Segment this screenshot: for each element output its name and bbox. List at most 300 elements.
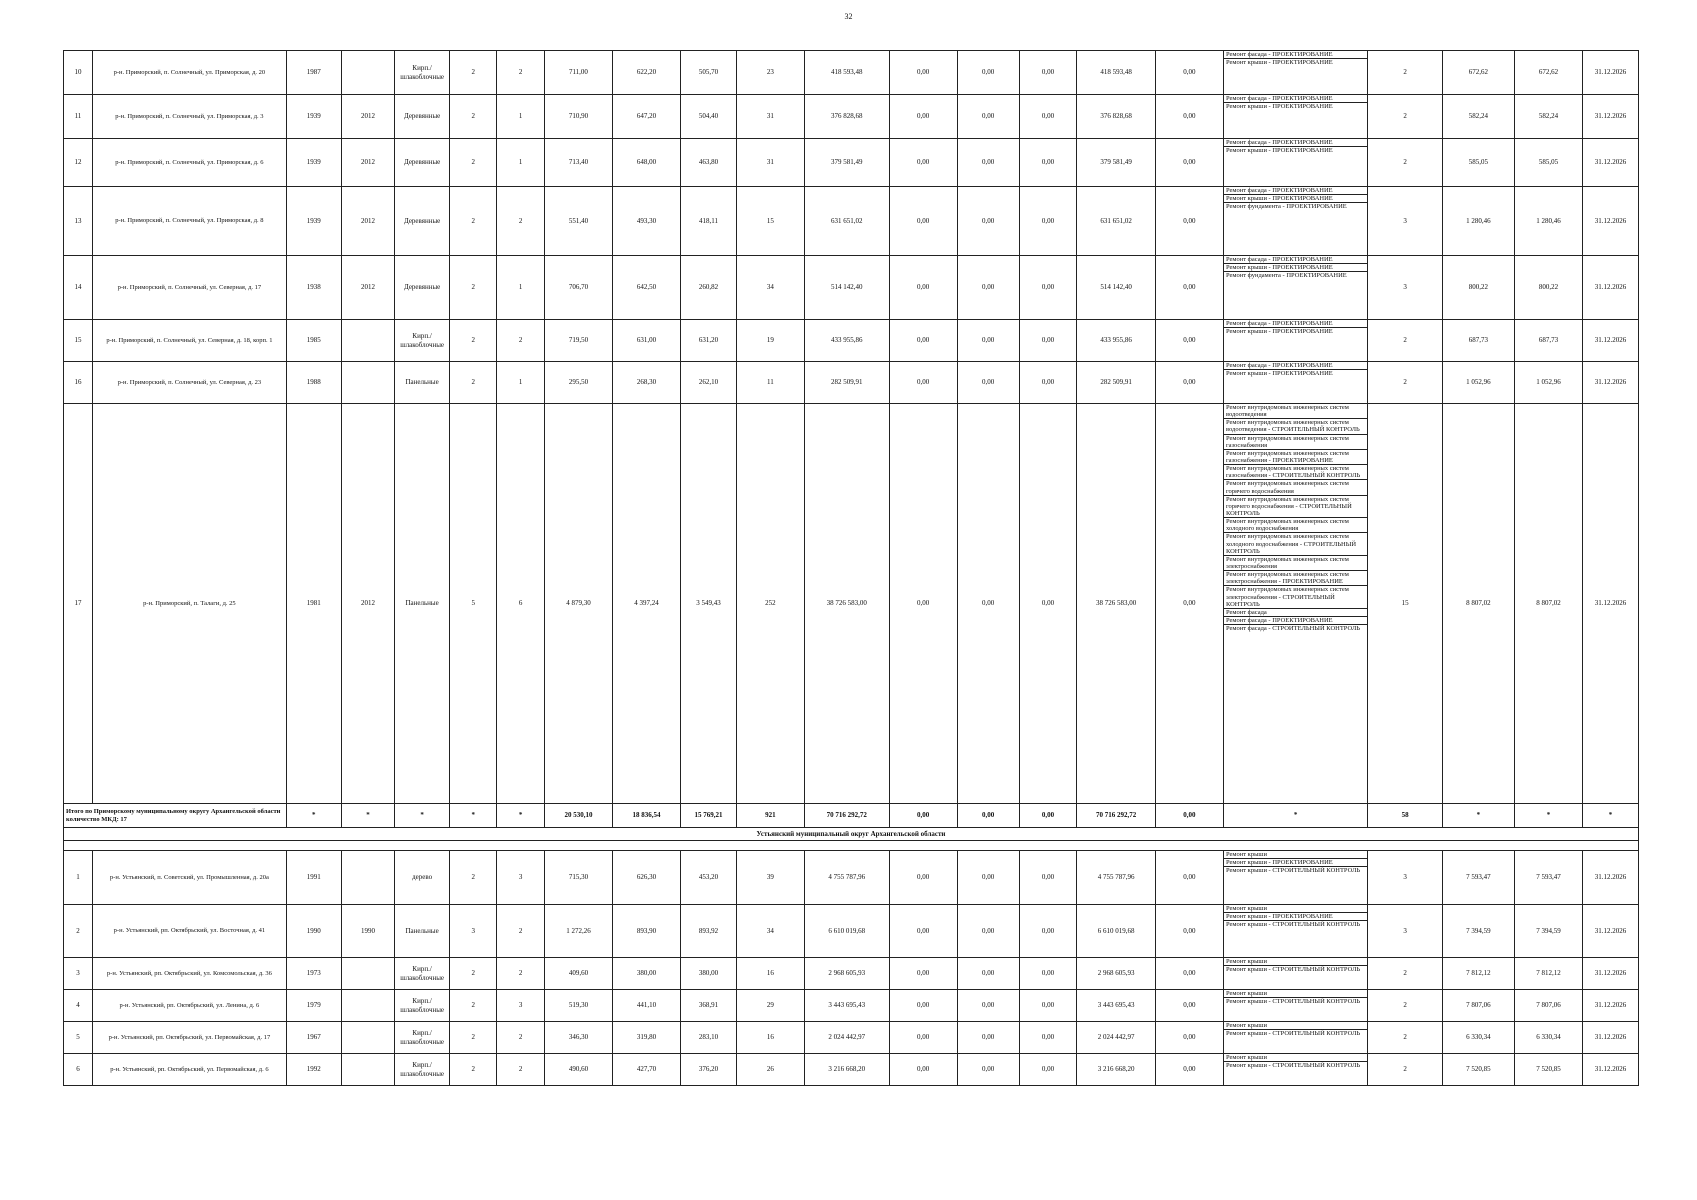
year-renov-cell [341, 1022, 395, 1054]
deadline-cell: 31.12.2026 [1583, 905, 1639, 958]
area-total-cell: 710,90 [544, 95, 612, 139]
row-number: 10 [64, 51, 93, 95]
spacer-row [64, 841, 1639, 851]
cost-total-cell: 282 509,91 [804, 362, 889, 404]
area-res-cell: 631,00 [613, 320, 681, 362]
year-renov-cell [341, 320, 395, 362]
c2-cell: 0,00 [957, 51, 1019, 95]
year-built-cell: 1992 [286, 1054, 341, 1086]
total-walls: * [395, 804, 450, 828]
c2-cell: 0,00 [957, 362, 1019, 404]
cost-total-cell: 3 443 695,43 [804, 990, 889, 1022]
works-list [1224, 990, 1367, 1005]
c2-cell: 0,00 [957, 187, 1019, 256]
floors-cell: 2 [449, 139, 496, 187]
works-list [1224, 187, 1367, 210]
walls-cell: Кирп./ шлакоблочные [395, 320, 450, 362]
entrances-cell: 6 [497, 404, 544, 804]
area-res-cell: 622,20 [613, 51, 681, 95]
floors-cell: 2 [449, 990, 496, 1022]
works-count-cell: 3 [1368, 256, 1442, 320]
c1-cell: 0,00 [889, 139, 957, 187]
residents-cell: 31 [736, 95, 804, 139]
entrances-cell: 3 [497, 851, 544, 905]
cost-per-m2-cell: 687,73 [1442, 320, 1514, 362]
c5-cell: 0,00 [1155, 320, 1223, 362]
cost-total-cell: 38 726 583,00 [804, 404, 889, 804]
row-number: 12 [64, 139, 93, 187]
residents-cell: 34 [736, 256, 804, 320]
year-built-cell: 1988 [286, 362, 341, 404]
works-list [1224, 1022, 1367, 1037]
cost-per-m2-cell: 7 807,06 [1442, 990, 1514, 1022]
work-item: Ремонт внутридомовых инженерных систем холодного водоснабжения - СТРОИТЕЛЬНЫЙ КОНТРОЛЬ [1224, 533, 1367, 555]
area-total-cell: 4 879,30 [544, 404, 612, 804]
walls-cell: Панельные [395, 905, 450, 958]
work-item: Ремонт крыши - СТРОИТЕЛЬНЫЙ КОНТРОЛЬ [1225, 1062, 1361, 1070]
cost-per-m2-cell: 7 812,12 [1442, 958, 1514, 990]
total-area-priv: 15 769,21 [681, 804, 737, 828]
work-item: Ремонт фасада - ПРОЕКТИРОВАНИЕ [1224, 51, 1367, 59]
c1-cell: 0,00 [889, 320, 957, 362]
address-cell: р-н. Устьянский, рп. Октябрьский, ул. Первомайская, д. 6 [92, 1054, 286, 1086]
total-row [64, 804, 1639, 828]
works-list [1224, 320, 1367, 335]
works-list [1224, 905, 1367, 928]
c3-cell: 0,00 [1019, 95, 1077, 139]
table-row [64, 404, 1639, 804]
area-total-cell: 409,60 [544, 958, 612, 990]
area-priv-cell: 380,00 [681, 958, 737, 990]
area-res-cell: 626,30 [613, 851, 681, 905]
entrances-cell: 2 [497, 958, 544, 990]
total-year-renov: * [341, 804, 395, 828]
walls-cell: Деревянные [395, 95, 450, 139]
row-number: 11 [64, 95, 93, 139]
cost-per-m2-cell: 6 330,34 [1442, 1022, 1514, 1054]
c-owners-cell: 418 593,48 [1077, 51, 1155, 95]
c5-cell: 0,00 [1155, 905, 1223, 958]
c-owners-cell: 514 142,40 [1077, 256, 1155, 320]
walls-cell: Кирп./ шлакоблочные [395, 990, 450, 1022]
works-list [1224, 1054, 1367, 1069]
works-count-cell: 15 [1368, 404, 1442, 804]
area-total-cell: 711,00 [544, 51, 612, 95]
area-priv-cell: 505,70 [681, 51, 737, 95]
works-count-cell: 2 [1368, 958, 1442, 990]
year-built-cell: 1979 [286, 990, 341, 1022]
walls-cell: Панельные [395, 362, 450, 404]
walls-cell: Кирп./ шлакоблочные [395, 51, 450, 95]
works-cell [1223, 256, 1367, 320]
table-row [64, 362, 1639, 404]
area-total-cell: 519,30 [544, 990, 612, 1022]
works-cell [1223, 1054, 1367, 1086]
works-cell [1223, 95, 1367, 139]
address-cell: р-н. Устьянский, рп. Октябрьский, ул. Ленина, д. 6 [92, 990, 286, 1022]
work-item: Ремонт крыши - ПРОЕКТИРОВАНИЕ [1224, 859, 1367, 867]
works-count-cell: 2 [1368, 1054, 1442, 1086]
year-renov-cell: 2012 [341, 95, 395, 139]
work-item: Ремонт внутридомовых инженерных систем электроснабжения - ПРОЕКТИРОВАНИЕ [1224, 571, 1367, 586]
total-year-built: * [286, 804, 341, 828]
year-built-cell: 1973 [286, 958, 341, 990]
entrances-cell: 2 [497, 51, 544, 95]
c-owners-cell: 631 651,02 [1077, 187, 1155, 256]
section-header-row [64, 828, 1639, 841]
works-list [1224, 95, 1367, 110]
area-res-cell: 319,80 [613, 1022, 681, 1054]
works-count-cell: 2 [1368, 1022, 1442, 1054]
limit-per-m2-cell: 7 807,06 [1514, 990, 1582, 1022]
c1-cell: 0,00 [889, 404, 957, 804]
floors-cell: 5 [449, 404, 496, 804]
walls-cell: Деревянные [395, 187, 450, 256]
work-item: Ремонт фасада - ПРОЕКТИРОВАНИЕ [1224, 320, 1367, 328]
work-item: Ремонт крыши - СТРОИТЕЛЬНЫЙ КОНТРОЛЬ [1225, 867, 1361, 875]
year-renov-cell [341, 990, 395, 1022]
year-built-cell: 1987 [286, 51, 341, 95]
works-cell [1223, 1022, 1367, 1054]
works-count-cell: 3 [1368, 187, 1442, 256]
area-priv-cell: 893,92 [681, 905, 737, 958]
deadline-cell: 31.12.2026 [1583, 990, 1639, 1022]
deadline-cell: 31.12.2026 [1583, 320, 1639, 362]
c2-cell: 0,00 [957, 95, 1019, 139]
year-built-cell: 1985 [286, 320, 341, 362]
area-res-cell: 380,00 [613, 958, 681, 990]
c3-cell: 0,00 [1019, 1054, 1077, 1086]
address-cell: р-н. Приморский, п. Солнечный, ул. Северная, д. 18, корп. 1 [92, 320, 286, 362]
total-works: * [1223, 804, 1367, 828]
c1-cell: 0,00 [889, 1054, 957, 1086]
works-list [1224, 256, 1367, 279]
deadline-cell: 31.12.2026 [1583, 362, 1639, 404]
area-res-cell: 427,70 [613, 1054, 681, 1086]
works-list [1224, 139, 1367, 154]
address-cell: р-н. Устьянский, п. Советский, ул. Промышленная, д. 20а [92, 851, 286, 905]
entrances-cell: 2 [497, 187, 544, 256]
entrances-cell: 2 [497, 1022, 544, 1054]
residents-cell: 39 [736, 851, 804, 905]
row-number: 16 [64, 362, 93, 404]
row-number: 1 [64, 851, 93, 905]
c1-cell: 0,00 [889, 851, 957, 905]
works-cell [1223, 362, 1367, 404]
limit-per-m2-cell: 7 394,59 [1514, 905, 1582, 958]
table-row [64, 851, 1639, 905]
works-count-cell: 2 [1368, 362, 1442, 404]
entrances-cell: 2 [497, 320, 544, 362]
entrances-cell: 3 [497, 990, 544, 1022]
c3-cell: 0,00 [1019, 51, 1077, 95]
cost-per-m2-cell: 1 052,96 [1442, 362, 1514, 404]
table-row [64, 256, 1639, 320]
c-owners-cell: 38 726 583,00 [1077, 404, 1155, 804]
residents-cell: 19 [736, 320, 804, 362]
year-built-cell: 1981 [286, 404, 341, 804]
cost-per-m2-cell: 800,22 [1442, 256, 1514, 320]
total-c-owners: 70 716 292,72 [1077, 804, 1155, 828]
year-built-cell: 1990 [286, 905, 341, 958]
row-number: 13 [64, 187, 93, 256]
year-renov-cell [341, 1054, 395, 1086]
c3-cell: 0,00 [1019, 139, 1077, 187]
limit-per-m2-cell: 582,24 [1514, 95, 1582, 139]
area-priv-cell: 368,91 [681, 990, 737, 1022]
c1-cell: 0,00 [889, 362, 957, 404]
deadline-cell: 31.12.2026 [1583, 51, 1639, 95]
works-cell [1223, 320, 1367, 362]
c1-cell: 0,00 [889, 1022, 957, 1054]
c3-cell: 0,00 [1019, 958, 1077, 990]
work-item: Ремонт внутридомовых инженерных систем электроснабжения [1224, 556, 1367, 571]
works-count-cell: 3 [1368, 905, 1442, 958]
c5-cell: 0,00 [1155, 1022, 1223, 1054]
c2-cell: 0,00 [957, 1022, 1019, 1054]
residents-cell: 23 [736, 51, 804, 95]
entrances-cell: 1 [497, 139, 544, 187]
cost-per-m2-cell: 8 807,02 [1442, 404, 1514, 804]
address-cell: р-н. Устьянский, рп. Октябрьский, ул. Комсомольская, д. 36 [92, 958, 286, 990]
work-item: Ремонт фундамента - ПРОЕКТИРОВАНИЕ [1225, 272, 1347, 280]
row-number: 6 [64, 1054, 93, 1086]
works-count-cell: 2 [1368, 95, 1442, 139]
walls-cell: Деревянные [395, 139, 450, 187]
c2-cell: 0,00 [957, 851, 1019, 905]
c3-cell: 0,00 [1019, 1022, 1077, 1054]
year-built-cell: 1939 [286, 187, 341, 256]
year-built-cell: 1991 [286, 851, 341, 905]
cost-per-m2-cell: 7 394,59 [1442, 905, 1514, 958]
year-renov-cell [341, 851, 395, 905]
address-cell: р-н. Приморский, п. Талаги, д. 25 [92, 404, 286, 804]
cost-total-cell: 631 651,02 [804, 187, 889, 256]
year-renov-cell: 2012 [341, 404, 395, 804]
c-owners-cell: 2 024 442,97 [1077, 1022, 1155, 1054]
work-item: Ремонт крыши [1224, 990, 1367, 998]
area-priv-cell: 3 549,43 [681, 404, 737, 804]
works-list [1224, 851, 1367, 874]
row-number: 4 [64, 990, 93, 1022]
walls-cell: Кирп./ шлакоблочные [395, 958, 450, 990]
c3-cell: 0,00 [1019, 404, 1077, 804]
year-renov-cell: 2012 [341, 139, 395, 187]
work-item: Ремонт крыши - СТРОИТЕЛЬНЫЙ КОНТРОЛЬ [1225, 966, 1361, 974]
table-row [64, 990, 1639, 1022]
cost-total-cell: 514 142,40 [804, 256, 889, 320]
total-deadline: * [1583, 804, 1639, 828]
c2-cell: 0,00 [957, 958, 1019, 990]
limit-per-m2-cell: 1 052,96 [1514, 362, 1582, 404]
address-cell: р-н. Приморский, п. Солнечный, ул. Северная, д. 23 [92, 362, 286, 404]
work-item: Ремонт крыши - ПРОЕКТИРОВАНИЕ [1224, 264, 1367, 272]
floors-cell: 2 [449, 958, 496, 990]
work-item: Ремонт внутридомовых инженерных систем горячего водоснабжения [1224, 480, 1367, 495]
c-owners-cell: 3 216 668,20 [1077, 1054, 1155, 1086]
floors-cell: 2 [449, 51, 496, 95]
residents-cell: 29 [736, 990, 804, 1022]
area-res-cell: 4 397,24 [613, 404, 681, 804]
area-priv-cell: 283,10 [681, 1022, 737, 1054]
floors-cell: 2 [449, 95, 496, 139]
limit-per-m2-cell: 1 280,46 [1514, 187, 1582, 256]
work-item: Ремонт крыши [1224, 905, 1367, 913]
work-item: Ремонт внутридомовых инженерных систем водоотведения [1224, 404, 1367, 419]
c3-cell: 0,00 [1019, 256, 1077, 320]
c-owners-cell: 2 968 605,93 [1077, 958, 1155, 990]
c5-cell: 0,00 [1155, 958, 1223, 990]
work-item: Ремонт крыши - ПРОЕКТИРОВАНИЕ [1224, 913, 1367, 921]
table-row [64, 51, 1639, 95]
total-cost-total: 70 716 292,72 [804, 804, 889, 828]
entrances-cell: 2 [497, 905, 544, 958]
c2-cell: 0,00 [957, 404, 1019, 804]
c5-cell: 0,00 [1155, 851, 1223, 905]
work-item: Ремонт фасада - ПРОЕКТИРОВАНИЕ [1224, 256, 1367, 264]
year-renov-cell: 1990 [341, 905, 395, 958]
work-item: Ремонт внутридомовых инженерных систем газоснабжения - ПРОЕКТИРОВАНИЕ [1224, 450, 1367, 465]
c2-cell: 0,00 [957, 905, 1019, 958]
limit-per-m2-cell: 8 807,02 [1514, 404, 1582, 804]
work-item: Ремонт внутридомовых инженерных систем горячего водоснабжения - СТРОИТЕЛЬНЫЙ КОНТРОЛЬ [1224, 496, 1367, 518]
c3-cell: 0,00 [1019, 905, 1077, 958]
works-count-cell: 2 [1368, 139, 1442, 187]
c5-cell: 0,00 [1155, 51, 1223, 95]
area-total-cell: 490,60 [544, 1054, 612, 1086]
area-priv-cell: 260,82 [681, 256, 737, 320]
cost-total-cell: 2 024 442,97 [804, 1022, 889, 1054]
year-renov-cell [341, 958, 395, 990]
cost-total-cell: 4 755 787,96 [804, 851, 889, 905]
area-total-cell: 719,50 [544, 320, 612, 362]
cost-per-m2-cell: 585,05 [1442, 139, 1514, 187]
area-total-cell: 551,40 [544, 187, 612, 256]
entrances-cell: 1 [497, 362, 544, 404]
work-item: Ремонт крыши [1224, 958, 1367, 966]
works-cell [1223, 187, 1367, 256]
floors-cell: 2 [449, 187, 496, 256]
work-item: Ремонт внутридомовых инженерных систем электроснабжения - СТРОИТЕЛЬНЫЙ КОНТРОЛЬ [1224, 586, 1367, 608]
total-residents: 921 [736, 804, 804, 828]
deadline-cell: 31.12.2026 [1583, 187, 1639, 256]
address-cell: р-н. Приморский, п. Солнечный, ул. Приморская, д. 20 [92, 51, 286, 95]
floors-cell: 2 [449, 256, 496, 320]
work-item: Ремонт крыши [1224, 1022, 1367, 1030]
deadline-cell: 31.12.2026 [1583, 404, 1639, 804]
c1-cell: 0,00 [889, 187, 957, 256]
limit-per-m2-cell: 7 593,47 [1514, 851, 1582, 905]
work-item: Ремонт крыши - ПРОЕКТИРОВАНИЕ [1224, 195, 1367, 203]
work-item: Ремонт внутридомовых инженерных систем газоснабжения [1224, 435, 1367, 450]
c-owners-cell: 379 581,49 [1077, 139, 1155, 187]
row-number: 2 [64, 905, 93, 958]
floors-cell: 3 [449, 905, 496, 958]
year-renov-cell [341, 51, 395, 95]
spacer-cell [64, 841, 1639, 851]
year-built-cell: 1938 [286, 256, 341, 320]
table-row [64, 320, 1639, 362]
works-cell [1223, 404, 1367, 804]
floors-cell: 2 [449, 362, 496, 404]
residents-cell: 15 [736, 187, 804, 256]
floors-cell: 2 [449, 320, 496, 362]
work-item: Ремонт крыши - ПРОЕКТИРОВАНИЕ [1225, 147, 1333, 155]
cost-per-m2-cell: 582,24 [1442, 95, 1514, 139]
total-area-res: 18 836,54 [613, 804, 681, 828]
table-row [64, 958, 1639, 990]
c-owners-cell: 3 443 695,43 [1077, 990, 1155, 1022]
total-c5: 0,00 [1155, 804, 1223, 828]
table-body [64, 51, 1639, 1086]
c3-cell: 0,00 [1019, 362, 1077, 404]
entrances-cell: 1 [497, 95, 544, 139]
floors-cell: 2 [449, 1054, 496, 1086]
work-item: Ремонт крыши - СТРОИТЕЛЬНЫЙ КОНТРОЛЬ [1225, 1030, 1361, 1038]
cost-total-cell: 6 610 019,68 [804, 905, 889, 958]
area-res-cell: 493,30 [613, 187, 681, 256]
deadline-cell: 31.12.2026 [1583, 95, 1639, 139]
works-cell [1223, 851, 1367, 905]
repair-program-table [63, 50, 1639, 1086]
works-list [1224, 404, 1367, 632]
residents-cell: 252 [736, 404, 804, 804]
deadline-cell: 31.12.2026 [1583, 1022, 1639, 1054]
work-item: Ремонт фасада - ПРОЕКТИРОВАНИЕ [1224, 617, 1367, 625]
area-res-cell: 441,10 [613, 990, 681, 1022]
work-item: Ремонт крыши - ПРОЕКТИРОВАНИЕ [1225, 59, 1333, 67]
limit-per-m2-cell: 7 520,85 [1514, 1054, 1582, 1086]
work-item: Ремонт фасада - ПРОЕКТИРОВАНИЕ [1224, 139, 1367, 147]
deadline-cell: 31.12.2026 [1583, 958, 1639, 990]
area-res-cell: 647,20 [613, 95, 681, 139]
row-number: 14 [64, 256, 93, 320]
limit-per-m2-cell: 6 330,34 [1514, 1022, 1582, 1054]
area-priv-cell: 463,80 [681, 139, 737, 187]
works-cell [1223, 958, 1367, 990]
area-res-cell: 893,90 [613, 905, 681, 958]
table-row [64, 1022, 1639, 1054]
work-item: Ремонт внутридомовых инженерных систем газоснабжения - СТРОИТЕЛЬНЫЙ КОНТРОЛЬ [1224, 465, 1367, 480]
work-item: Ремонт крыши [1224, 851, 1367, 859]
floors-cell: 2 [449, 851, 496, 905]
walls-cell: Кирп./ шлакоблочные [395, 1054, 450, 1086]
residents-cell: 34 [736, 905, 804, 958]
c2-cell: 0,00 [957, 990, 1019, 1022]
limit-per-m2-cell: 585,05 [1514, 139, 1582, 187]
c2-cell: 0,00 [957, 320, 1019, 362]
c1-cell: 0,00 [889, 95, 957, 139]
c1-cell: 0,00 [889, 958, 957, 990]
total-label: Итого по Приморскому муниципальному округу Архангельской области количество МКД: 17 [64, 804, 287, 828]
area-priv-cell: 418,11 [681, 187, 737, 256]
c3-cell: 0,00 [1019, 990, 1077, 1022]
entrances-cell: 1 [497, 256, 544, 320]
total-c2: 0,00 [957, 804, 1019, 828]
works-cell [1223, 905, 1367, 958]
c-owners-cell: 4 755 787,96 [1077, 851, 1155, 905]
cost-total-cell: 433 955,86 [804, 320, 889, 362]
work-item: Ремонт фундамента - ПРОЕКТИРОВАНИЕ [1225, 203, 1347, 211]
residents-cell: 16 [736, 958, 804, 990]
c2-cell: 0,00 [957, 139, 1019, 187]
walls-cell: дерево [395, 851, 450, 905]
cost-per-m2-cell: 7 593,47 [1442, 851, 1514, 905]
address-cell: р-н. Устьянский, рп. Октябрьский, ул. Восточная, д. 41 [92, 905, 286, 958]
table-row [64, 139, 1639, 187]
c5-cell: 0,00 [1155, 95, 1223, 139]
cost-total-cell: 379 581,49 [804, 139, 889, 187]
